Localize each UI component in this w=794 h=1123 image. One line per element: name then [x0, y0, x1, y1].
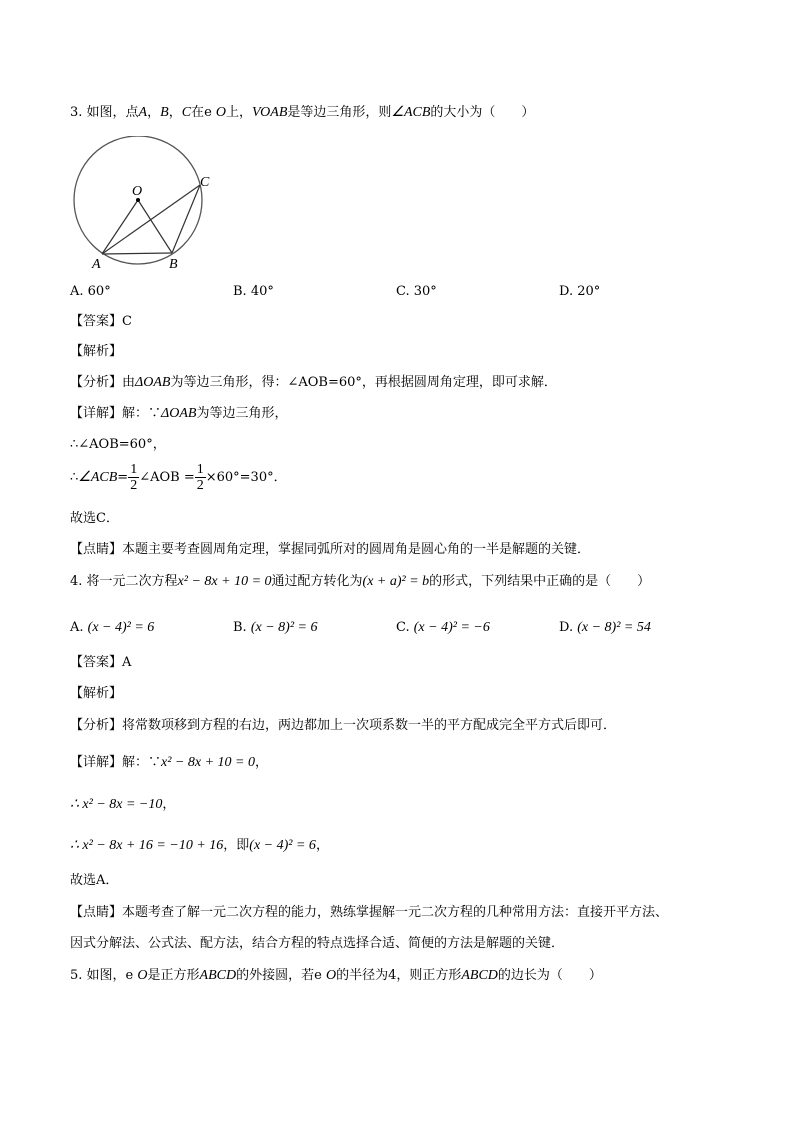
q4-option-a: A. (x − 4)² = 6 — [70, 620, 155, 635]
label-o: O — [132, 184, 143, 199]
label-b: B — [169, 257, 178, 272]
q3-step2: ∴∠ACB= $\frac{1}{2}$ ∠AOB = $\frac{1}{2}$ ×60°=30°． — [70, 462, 287, 494]
q3-xiangjie: 【详解】解：∵ΔOAB为等边三角形， — [70, 406, 288, 421]
q3-circle-figure — [70, 136, 230, 276]
label-a: A — [92, 257, 101, 272]
label-c: C — [200, 175, 210, 190]
q4-stem: 4. 将一元二次方程x² − 8x + 10 = 0通过配方转化为(x + a)² = b的形式，下列结果中正确的是（ ） — [70, 574, 651, 589]
q4-step2: ∴ x² − 8x + 16 = −10 + 16，即(x − 4)² = 6， — [70, 838, 329, 853]
q5-stem: 5. 如图，e O是正方形ABCD的外接圆，若e O的半径为4，则正方形ABCD的边长为（ ） — [70, 968, 602, 983]
q3-stem: 3. 如图，点A，B，C在e O上，VOAB是等边三角形，则∠ACB的大小为（ ） — [70, 105, 535, 120]
q4-dianjing-line1: 【点睛】本题考查了解一元二次方程的能力，熟练掌握解一元二次方程的几种常用方法：直接开平方法、 — [70, 905, 669, 920]
q4-choose: 故选A． — [70, 873, 119, 888]
q3-option-b: B. 40° — [233, 284, 274, 299]
q3-dianjing: 【点睛】本题主要考查圆周角定理，掌握同弧所对的圆周角是圆心角的一半是解题的关键． — [70, 542, 591, 557]
fraction-half: $\frac{1}{2}$ — [130, 462, 138, 494]
q3-answer: 【答案】C — [70, 314, 132, 329]
q4-option-b: B. (x − 8)² = 6 — [233, 620, 318, 635]
q4-analysis-heading: 【解析】 — [70, 686, 123, 701]
q3-fenxi: 【分析】由ΔOAB为等边三角形，得：∠AOB=60°，再根据圆周角定理，即可求解． — [70, 375, 557, 390]
segment-ab — [102, 253, 172, 254]
fraction-half-2: $\frac{1}{2}$ — [196, 462, 204, 494]
segment-oa — [102, 200, 138, 254]
q4-fenxi: 【分析】将常数项移到方程的右边，两边都加上一次项系数一半的平方配成完全平方式后即可． — [70, 718, 617, 733]
q4-option-d: D. (x − 8)² = 54 — [559, 620, 651, 635]
q3-choose: 故选C． — [70, 511, 119, 526]
q4-dianjing-line2: 因式分解法、公式法、配方法，结合方程的特点选择合适、简便的方法是解题的关键． — [70, 936, 565, 951]
q3-step1: ∴∠AOB=60°， — [70, 437, 166, 452]
q4-step1: ∴ x² − 8x = −10， — [70, 797, 176, 812]
q4-xiangjie: 【详解】解：∵x² − 8x + 10 = 0， — [70, 755, 269, 770]
q3-option-d: D. 20° — [559, 284, 601, 299]
q4-option-c: C. (x − 4)² = −6 — [396, 620, 490, 635]
q3-option-a: A. 60° — [70, 284, 111, 299]
q3-analysis-heading: 【解析】 — [70, 344, 123, 359]
q4-answer: 【答案】A — [70, 655, 132, 670]
q3-option-c: C. 30° — [396, 284, 437, 299]
